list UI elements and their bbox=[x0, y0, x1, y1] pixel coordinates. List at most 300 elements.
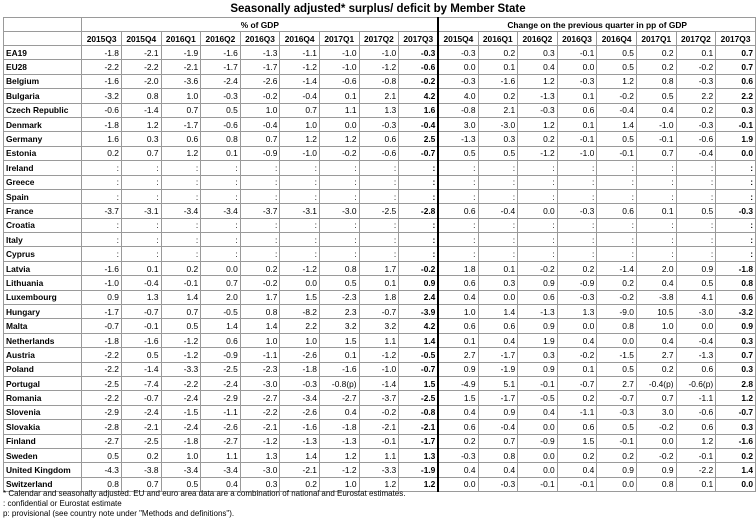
value-cell: -1.8 bbox=[82, 333, 122, 347]
value-cell: -0.6 bbox=[359, 146, 399, 160]
value-cell: 0.9 bbox=[82, 290, 122, 304]
value-cell: : bbox=[240, 218, 280, 232]
change-cell: -3.8 bbox=[636, 290, 676, 304]
change-cell: 0.4 bbox=[438, 405, 478, 419]
deficit-table bbox=[3, 17, 756, 492]
value-cell: 1.3 bbox=[240, 448, 280, 462]
value-cell: : bbox=[161, 161, 201, 175]
value-cell: : bbox=[201, 175, 241, 189]
change-cell: -0.3 bbox=[438, 46, 478, 60]
value-cell: : bbox=[161, 247, 201, 261]
value-cell: -0.3 bbox=[280, 376, 320, 390]
change-cell: 0.5 bbox=[597, 132, 637, 146]
change-cell: -1.8 bbox=[716, 261, 756, 275]
value-cell: -3.4 bbox=[280, 391, 320, 405]
value-cell: -1.9 bbox=[161, 46, 201, 60]
change-cell: 0.6 bbox=[557, 103, 597, 117]
change-cell: -1.6 bbox=[478, 74, 518, 88]
change-cell: 0.4 bbox=[478, 463, 518, 477]
value-cell: 1.7 bbox=[240, 290, 280, 304]
change-cell: : bbox=[478, 161, 518, 175]
value-cell: 1.1 bbox=[359, 448, 399, 462]
value-cell: -1.4 bbox=[359, 376, 399, 390]
value-cell: : bbox=[399, 161, 439, 175]
change-cell: 1.2 bbox=[716, 391, 756, 405]
change-cell: : bbox=[597, 247, 637, 261]
value-cell: 1.6 bbox=[399, 103, 439, 117]
value-cell: 0.7 bbox=[240, 132, 280, 146]
country-name: EA19 bbox=[4, 46, 82, 60]
value-cell: : bbox=[280, 161, 320, 175]
change-cell: : bbox=[636, 233, 676, 247]
footnotes bbox=[3, 489, 405, 519]
change-cell: -0.2 bbox=[636, 448, 676, 462]
country-name: Czech Republic bbox=[4, 103, 82, 117]
value-cell: -2.9 bbox=[82, 405, 122, 419]
change-cell: -0.1 bbox=[557, 46, 597, 60]
change-cell: 0.6 bbox=[438, 319, 478, 333]
change-cell: 4.0 bbox=[438, 89, 478, 103]
value-cell: -3.0 bbox=[240, 376, 280, 390]
change-cell: : bbox=[597, 175, 637, 189]
change-cell: 0.5 bbox=[597, 362, 637, 376]
country-name: Malta bbox=[4, 319, 82, 333]
change-cell: : bbox=[557, 161, 597, 175]
value-cell: 0.7 bbox=[121, 477, 161, 491]
value-cell: : bbox=[399, 233, 439, 247]
group-header-change: Change on the previous quarter in pp of GDP bbox=[438, 18, 755, 32]
change-cell: -0.1 bbox=[597, 434, 637, 448]
change-cell: 0.0 bbox=[636, 434, 676, 448]
change-cell: -2.2 bbox=[676, 463, 716, 477]
country-name: Slovenia bbox=[4, 405, 82, 419]
value-cell: -1.4 bbox=[121, 362, 161, 376]
change-cell: 0.5 bbox=[478, 146, 518, 160]
value-cell: -2.2 bbox=[240, 405, 280, 419]
change-cell: -0.3 bbox=[557, 74, 597, 88]
change-cell: -0.2 bbox=[557, 348, 597, 362]
change-cell: 0.4 bbox=[636, 333, 676, 347]
change-cell: 4.1 bbox=[676, 290, 716, 304]
value-cell: 0.2 bbox=[240, 261, 280, 275]
country-name: Hungary bbox=[4, 305, 82, 319]
change-cell: 0.9 bbox=[716, 319, 756, 333]
value-cell: : bbox=[319, 247, 359, 261]
change-cell: -1.6 bbox=[716, 434, 756, 448]
value-cell: 0.2 bbox=[280, 477, 320, 491]
change-cell: : bbox=[478, 233, 518, 247]
change-cell: 1.4 bbox=[597, 117, 637, 131]
value-cell: 0.7 bbox=[201, 276, 241, 290]
value-cell: -3.7 bbox=[240, 204, 280, 218]
table-row bbox=[4, 132, 756, 146]
value-cell: -2.2 bbox=[121, 60, 161, 74]
country-name: Estonia bbox=[4, 146, 82, 160]
change-cell: 0.6 bbox=[438, 276, 478, 290]
value-cell: : bbox=[82, 189, 122, 203]
period-header: 2016Q3 bbox=[240, 32, 280, 46]
value-cell: -3.9 bbox=[399, 305, 439, 319]
change-cell: 0.0 bbox=[478, 290, 518, 304]
change-cell: 0.9 bbox=[636, 463, 676, 477]
change-cell: -0.2 bbox=[636, 420, 676, 434]
period-header: 2016Q1 bbox=[161, 32, 201, 46]
value-cell: 0.3 bbox=[121, 132, 161, 146]
value-cell: 0.7 bbox=[161, 305, 201, 319]
change-cell: 0.0 bbox=[716, 146, 756, 160]
value-cell: -0.7 bbox=[82, 319, 122, 333]
value-cell: : bbox=[399, 247, 439, 261]
value-cell: -2.9 bbox=[201, 391, 241, 405]
value-cell: : bbox=[359, 233, 399, 247]
change-cell: 2.7 bbox=[636, 348, 676, 362]
table-row bbox=[4, 319, 756, 333]
value-cell: -2.4 bbox=[121, 405, 161, 419]
change-cell: 0.8 bbox=[597, 319, 637, 333]
change-cell: 1.5 bbox=[438, 391, 478, 405]
value-cell: : bbox=[201, 233, 241, 247]
change-cell: 0.2 bbox=[557, 391, 597, 405]
country-name: Greece bbox=[4, 175, 82, 189]
change-cell: -0.4 bbox=[597, 103, 637, 117]
value-cell: 0.7 bbox=[280, 103, 320, 117]
change-cell: : bbox=[676, 233, 716, 247]
value-cell: 1.3 bbox=[399, 448, 439, 462]
country-name: EU28 bbox=[4, 60, 82, 74]
value-cell: -2.5 bbox=[121, 434, 161, 448]
value-cell: : bbox=[240, 247, 280, 261]
value-cell: -1.5 bbox=[161, 405, 201, 419]
change-cell: -0.3 bbox=[676, 117, 716, 131]
value-cell: 1.4 bbox=[240, 319, 280, 333]
change-cell: -0.4 bbox=[478, 204, 518, 218]
value-cell: 1.5 bbox=[399, 376, 439, 390]
value-cell: -0.4 bbox=[399, 117, 439, 131]
value-cell: -1.7 bbox=[399, 434, 439, 448]
value-cell: 0.6 bbox=[359, 132, 399, 146]
change-cell: -1.1 bbox=[557, 405, 597, 419]
country-name: Denmark bbox=[4, 117, 82, 131]
change-cell: : bbox=[438, 233, 478, 247]
country-name: Austria bbox=[4, 348, 82, 362]
period-header: 2017Q2 bbox=[676, 32, 716, 46]
value-cell: : bbox=[240, 175, 280, 189]
value-cell: 0.1 bbox=[359, 276, 399, 290]
value-cell: -1.6 bbox=[82, 74, 122, 88]
change-cell: : bbox=[636, 161, 676, 175]
value-cell: -2.6 bbox=[201, 420, 241, 434]
change-cell: 0.2 bbox=[597, 276, 637, 290]
change-cell: -0.3 bbox=[676, 74, 716, 88]
change-cell: : bbox=[557, 247, 597, 261]
change-cell: 0.4 bbox=[438, 290, 478, 304]
value-cell: -3.7 bbox=[82, 204, 122, 218]
change-cell: -1.0 bbox=[557, 146, 597, 160]
change-cell: 1.4 bbox=[478, 305, 518, 319]
change-cell: 0.2 bbox=[716, 448, 756, 462]
change-cell: -0.1 bbox=[557, 477, 597, 491]
change-cell: 0.1 bbox=[438, 333, 478, 347]
value-cell: 0.4 bbox=[319, 405, 359, 419]
change-cell: 0.2 bbox=[478, 46, 518, 60]
value-cell: -0.4 bbox=[280, 89, 320, 103]
value-cell: -1.8 bbox=[82, 46, 122, 60]
change-cell: 2.7 bbox=[597, 376, 637, 390]
change-cell: 0.5 bbox=[597, 60, 637, 74]
table-row bbox=[4, 405, 756, 419]
table-row bbox=[4, 60, 756, 74]
period-header: 2016Q2 bbox=[518, 32, 558, 46]
value-cell: -3.0 bbox=[319, 204, 359, 218]
change-cell: -0.4 bbox=[676, 146, 716, 160]
change-cell: -3.0 bbox=[478, 117, 518, 131]
value-cell: -2.6 bbox=[280, 405, 320, 419]
value-cell: -2.2 bbox=[82, 362, 122, 376]
value-cell: -1.6 bbox=[319, 362, 359, 376]
change-cell: -1.1 bbox=[676, 391, 716, 405]
value-cell: : bbox=[319, 175, 359, 189]
value-cell: 1.3 bbox=[121, 290, 161, 304]
change-cell: : bbox=[478, 218, 518, 232]
change-cell: : bbox=[636, 189, 676, 203]
value-cell: : bbox=[359, 189, 399, 203]
value-cell: -2.1 bbox=[280, 463, 320, 477]
change-cell: 0.1 bbox=[557, 89, 597, 103]
change-cell: 0.9 bbox=[676, 261, 716, 275]
value-cell: 1.2 bbox=[161, 146, 201, 160]
value-cell: 1.0 bbox=[161, 89, 201, 103]
change-cell: 0.0 bbox=[518, 420, 558, 434]
value-cell: -2.4 bbox=[161, 391, 201, 405]
value-cell: -2.5 bbox=[201, 362, 241, 376]
change-cell: -0.3 bbox=[716, 204, 756, 218]
change-cell: -1.4 bbox=[597, 261, 637, 275]
value-cell: -0.8 bbox=[399, 405, 439, 419]
value-cell: 0.1 bbox=[319, 89, 359, 103]
change-cell: -0.2 bbox=[676, 60, 716, 74]
change-cell: -0.4(p) bbox=[636, 376, 676, 390]
change-cell: 0.0 bbox=[518, 448, 558, 462]
value-cell: 1.4 bbox=[399, 333, 439, 347]
value-cell: -1.6 bbox=[121, 333, 161, 347]
table-row bbox=[4, 290, 756, 304]
value-cell: -0.3 bbox=[359, 117, 399, 131]
value-cell: 0.8 bbox=[240, 305, 280, 319]
table-row bbox=[4, 362, 756, 376]
change-cell: : bbox=[557, 233, 597, 247]
change-cell: 0.6 bbox=[478, 319, 518, 333]
change-cell: 0.6 bbox=[716, 74, 756, 88]
country-name: United Kingdom bbox=[4, 463, 82, 477]
value-cell: -3.2 bbox=[82, 89, 122, 103]
table-row bbox=[4, 175, 756, 189]
value-cell: -1.4 bbox=[121, 103, 161, 117]
value-cell: : bbox=[82, 247, 122, 261]
value-cell: -0.3 bbox=[201, 89, 241, 103]
value-cell: -2.6 bbox=[240, 74, 280, 88]
change-cell: 3.0 bbox=[438, 117, 478, 131]
value-cell: : bbox=[280, 218, 320, 232]
change-cell: 2.1 bbox=[478, 103, 518, 117]
change-cell: 0.1 bbox=[478, 60, 518, 74]
table-row bbox=[4, 247, 756, 261]
value-cell: : bbox=[319, 189, 359, 203]
value-cell: 1.2 bbox=[121, 117, 161, 131]
change-cell: 0.2 bbox=[636, 362, 676, 376]
country-name: Spain bbox=[4, 189, 82, 203]
value-cell: -0.1 bbox=[359, 434, 399, 448]
value-cell: -0.3 bbox=[399, 46, 439, 60]
change-cell: 0.4 bbox=[478, 333, 518, 347]
country-name: Finland bbox=[4, 434, 82, 448]
change-cell: 0.0 bbox=[518, 463, 558, 477]
value-cell: : bbox=[82, 175, 122, 189]
value-cell: -2.7 bbox=[319, 391, 359, 405]
change-cell: 1.0 bbox=[636, 319, 676, 333]
change-cell: -0.3 bbox=[438, 74, 478, 88]
change-cell: 0.8 bbox=[636, 477, 676, 491]
change-cell: 0.6 bbox=[557, 420, 597, 434]
value-cell: : bbox=[240, 189, 280, 203]
value-cell: 0.5 bbox=[161, 319, 201, 333]
value-cell: -3.4 bbox=[201, 204, 241, 218]
value-cell: -2.3 bbox=[240, 362, 280, 376]
change-cell: 0.0 bbox=[518, 204, 558, 218]
change-cell: 0.0 bbox=[716, 477, 756, 491]
value-cell: -2.2 bbox=[82, 391, 122, 405]
value-cell: : bbox=[201, 218, 241, 232]
value-cell: : bbox=[121, 175, 161, 189]
change-cell: : bbox=[518, 161, 558, 175]
table-row bbox=[4, 46, 756, 60]
change-cell: 2.7 bbox=[438, 348, 478, 362]
value-cell: -0.7 bbox=[121, 305, 161, 319]
value-cell: -2.2 bbox=[82, 60, 122, 74]
value-cell: -2.1 bbox=[161, 60, 201, 74]
value-cell: 0.0 bbox=[201, 261, 241, 275]
change-cell: -3.0 bbox=[676, 305, 716, 319]
change-cell: -1.5 bbox=[597, 348, 637, 362]
value-cell: -1.6 bbox=[201, 46, 241, 60]
change-cell: : bbox=[597, 218, 637, 232]
change-cell: : bbox=[676, 175, 716, 189]
change-cell: -0.1 bbox=[597, 146, 637, 160]
change-cell: 0.5 bbox=[676, 204, 716, 218]
value-cell: -1.2 bbox=[359, 348, 399, 362]
value-cell: 0.5 bbox=[121, 348, 161, 362]
table-row bbox=[4, 333, 756, 347]
change-cell: 5.1 bbox=[478, 376, 518, 390]
change-cell: -0.8 bbox=[438, 103, 478, 117]
value-cell: 0.7 bbox=[121, 146, 161, 160]
value-cell: 2.0 bbox=[201, 290, 241, 304]
value-cell: -1.8 bbox=[161, 434, 201, 448]
value-cell: -4.3 bbox=[82, 463, 122, 477]
value-cell: -1.9 bbox=[399, 463, 439, 477]
value-cell: 0.1 bbox=[121, 261, 161, 275]
change-cell: -4.9 bbox=[438, 376, 478, 390]
value-cell: 0.4 bbox=[201, 477, 241, 491]
value-cell: -2.4 bbox=[161, 420, 201, 434]
change-cell: 0.0 bbox=[597, 333, 637, 347]
value-cell: -0.2 bbox=[359, 405, 399, 419]
value-cell: 1.2 bbox=[359, 477, 399, 491]
table-row bbox=[4, 276, 756, 290]
value-cell: -1.1 bbox=[240, 348, 280, 362]
change-cell: 2.2 bbox=[676, 89, 716, 103]
value-cell: 0.5 bbox=[82, 448, 122, 462]
country-name: Lithuania bbox=[4, 276, 82, 290]
table-title: Seasonally adjusted* surplus/ deficit by Member State bbox=[230, 3, 526, 15]
change-cell: : bbox=[557, 218, 597, 232]
table-row bbox=[4, 204, 756, 218]
value-cell: 0.1 bbox=[319, 348, 359, 362]
table-row bbox=[4, 463, 756, 477]
change-cell: 0.5 bbox=[597, 46, 637, 60]
country-name: Portugal bbox=[4, 376, 82, 390]
value-cell: -2.3 bbox=[319, 290, 359, 304]
value-cell: 0.3 bbox=[240, 477, 280, 491]
change-cell: : bbox=[557, 189, 597, 203]
change-cell: -1.0 bbox=[636, 117, 676, 131]
value-cell: -2.2 bbox=[82, 348, 122, 362]
value-cell: 1.0 bbox=[319, 477, 359, 491]
value-cell: -2.1 bbox=[359, 420, 399, 434]
value-cell: -3.1 bbox=[121, 204, 161, 218]
change-cell: : bbox=[676, 161, 716, 175]
value-cell: 1.1 bbox=[201, 448, 241, 462]
change-cell: 0.5 bbox=[597, 420, 637, 434]
change-cell: -1.3 bbox=[676, 348, 716, 362]
country-name: Cyprus bbox=[4, 247, 82, 261]
value-cell: -1.7 bbox=[82, 305, 122, 319]
country-name: Germany bbox=[4, 132, 82, 146]
change-cell: -1.2 bbox=[518, 146, 558, 160]
value-cell: 0.5 bbox=[201, 103, 241, 117]
change-cell: -0.7 bbox=[716, 405, 756, 419]
value-cell: 1.0 bbox=[240, 103, 280, 117]
change-cell: -0.7 bbox=[557, 376, 597, 390]
period-header: 2017Q1 bbox=[319, 32, 359, 46]
change-cell: -0.1 bbox=[716, 117, 756, 131]
change-cell: -3.2 bbox=[716, 305, 756, 319]
change-cell: 2.0 bbox=[636, 261, 676, 275]
change-cell: : bbox=[518, 218, 558, 232]
change-cell: -0.6 bbox=[676, 132, 716, 146]
table-row bbox=[4, 434, 756, 448]
change-cell: 0.6 bbox=[597, 204, 637, 218]
change-cell: 0.0 bbox=[438, 477, 478, 491]
change-cell: 0.8 bbox=[716, 276, 756, 290]
value-cell: -1.0 bbox=[359, 46, 399, 60]
country-name: Netherlands bbox=[4, 333, 82, 347]
change-cell: -0.3 bbox=[518, 103, 558, 117]
country-name: Sweden bbox=[4, 448, 82, 462]
change-cell: -0.4 bbox=[478, 420, 518, 434]
change-cell: : bbox=[676, 189, 716, 203]
period-header: 2016Q1 bbox=[478, 32, 518, 46]
change-cell: : bbox=[716, 247, 756, 261]
value-cell: -0.5 bbox=[201, 305, 241, 319]
change-cell: 0.5 bbox=[676, 276, 716, 290]
country-name: France bbox=[4, 204, 82, 218]
value-cell: -1.8 bbox=[82, 117, 122, 131]
change-cell: : bbox=[636, 247, 676, 261]
change-cell: 1.4 bbox=[716, 463, 756, 477]
value-cell: 0.7 bbox=[161, 103, 201, 117]
value-cell: : bbox=[280, 233, 320, 247]
change-cell: 0.4 bbox=[636, 103, 676, 117]
